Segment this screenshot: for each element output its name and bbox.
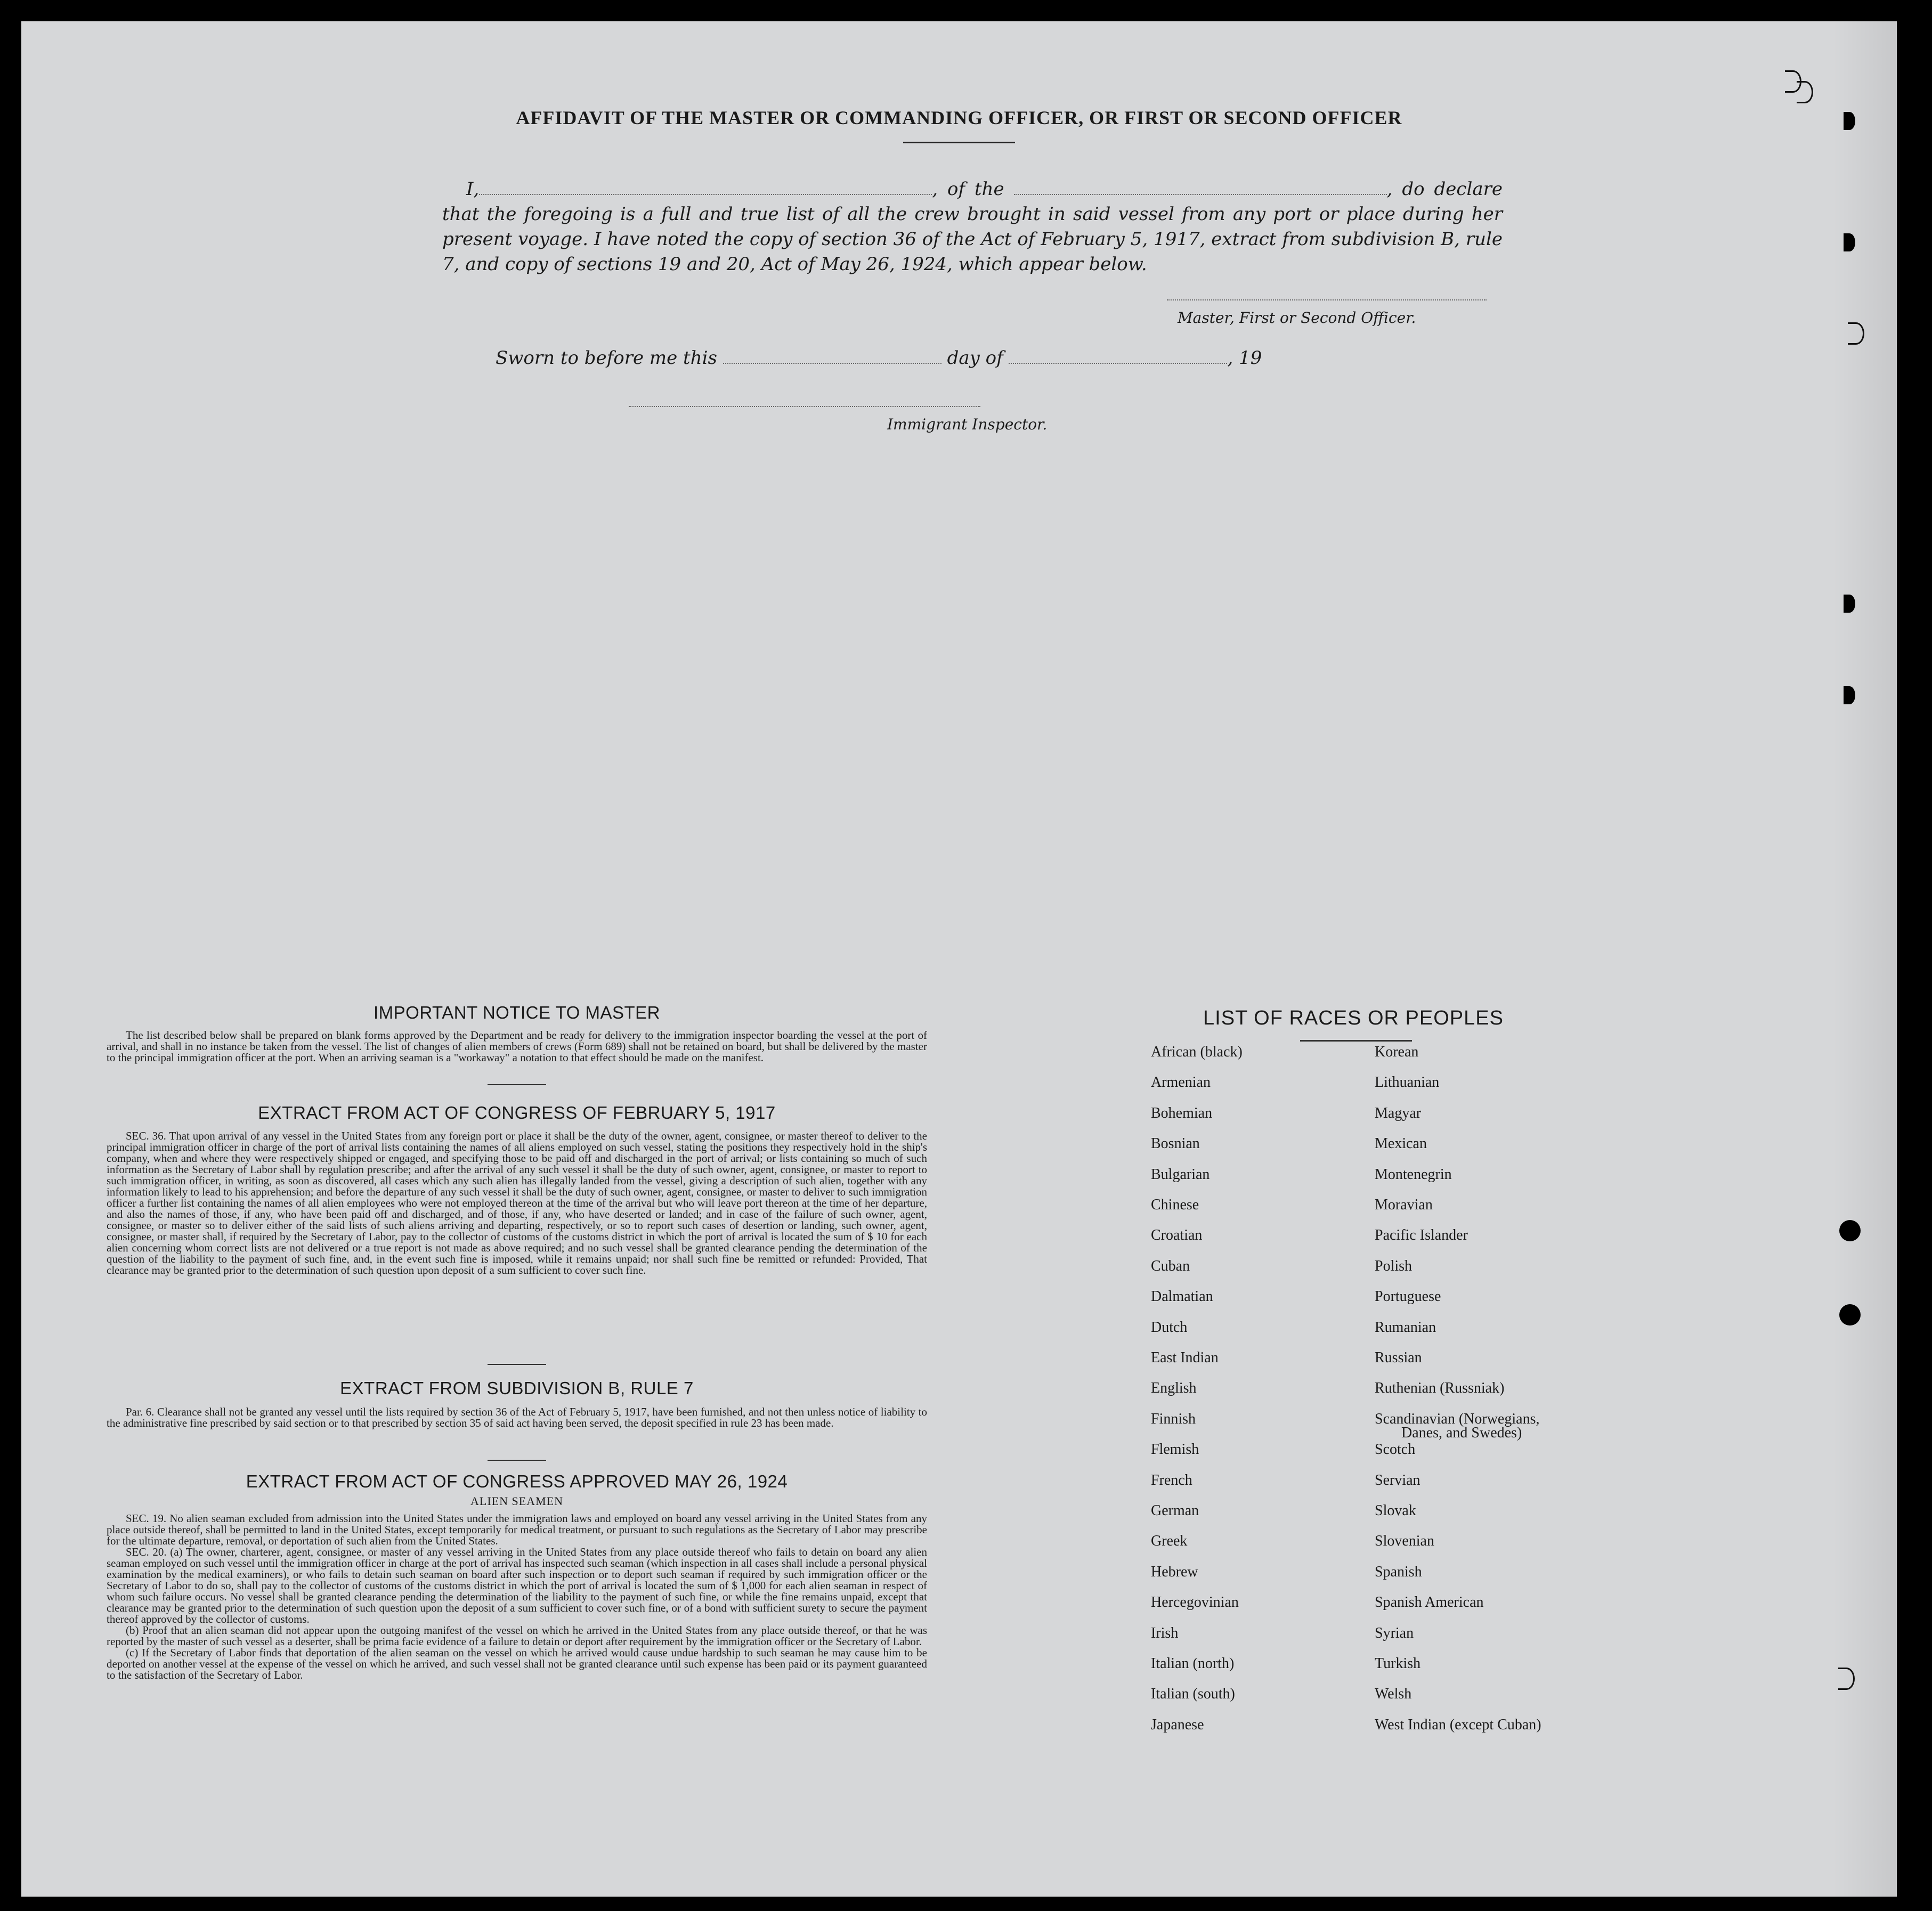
binder-hole xyxy=(1839,1220,1861,1241)
race-item: Hercegovinian xyxy=(1151,1594,1239,1611)
race-item: West Indian (except Cuban) xyxy=(1375,1717,1541,1733)
race-item: Dalmatian xyxy=(1151,1288,1213,1305)
sworn-label: Sworn to before me this xyxy=(496,347,717,369)
sworn-day-field[interactable] xyxy=(723,349,941,364)
race-item: Scandinavian (Norwegians, xyxy=(1375,1411,1540,1427)
race-item: German xyxy=(1151,1502,1199,1519)
race-item: Finnish xyxy=(1151,1411,1196,1427)
act-1917-text xyxy=(107,1131,927,1276)
section-divider xyxy=(488,1364,546,1365)
signature-caption: Master, First or Second Officer. xyxy=(1178,309,1416,327)
race-item: Portuguese xyxy=(1375,1288,1441,1305)
race-item: Moravian xyxy=(1375,1197,1433,1213)
race-item: Servian xyxy=(1375,1472,1420,1489)
race-item: Bohemian xyxy=(1151,1105,1213,1121)
race-item: Syrian xyxy=(1375,1625,1414,1641)
race-item: Dutch xyxy=(1151,1319,1188,1336)
section-divider xyxy=(488,1460,546,1461)
race-item: Ruthenian (Russniak) xyxy=(1375,1380,1505,1396)
race-item: Italian (south) xyxy=(1151,1686,1235,1702)
vessel-name-field[interactable] xyxy=(1014,180,1387,195)
race-item: Japanese xyxy=(1151,1717,1204,1733)
race-item: Armenian xyxy=(1151,1074,1211,1091)
binder-hole xyxy=(1839,1304,1861,1325)
race-item: Welsh xyxy=(1375,1686,1412,1702)
race-item: Croatian xyxy=(1151,1227,1203,1243)
race-item: Slovak xyxy=(1375,1502,1416,1519)
sworn-statement xyxy=(496,347,1262,369)
rule-7-title: EXTRACT FROM SUBDIVISION B, RULE 7 xyxy=(340,1378,694,1398)
race-item: Bosnian xyxy=(1151,1135,1200,1152)
race-item: English xyxy=(1151,1380,1197,1396)
race-item: Chinese xyxy=(1151,1197,1199,1213)
rule-7-text xyxy=(107,1406,927,1429)
master-name-field[interactable] xyxy=(479,180,932,195)
notice-paragraph: The list described below shall be prepared on blank forms approved by the Department and be ready for delivery to the immigration inspector boarding the vessel at the port of arrival, and shall in no instance be taken from the vessel. The list of changes of alien members of crews (Form 689) shall not be retained on board, but shall be delivered by the master to the principal immigration officer at the port. When an arriving seaman is a "workaway" a notation to that effect should be made on the manifest. xyxy=(107,1029,927,1064)
race-item: Rumanian xyxy=(1375,1319,1436,1336)
act-1917-sec36: SEC. 36. That upon arrival of any vessel in the United States from any foreign port or place it shall be the duty of the owner, agent, consignee, or master thereof to deliver to the principal immigration officer in charge of the port of arrival lists containing the names of all aliens employed on such vessel, stating the positions they respectively hold in the ship's company, when and where they were respectively shipped or engaged, and specifying those to be paid off and discharged in the port of arrival; or lists containing so much of such information as the Secretary of Labor shall by regulation prescribe; and after the arrival of any such vessel it shall be the duty of such owner, agent, consignee, or master to report to such immigration officer, in writing, as soon as discovered, all cases which any such alien has illegally landed from the vessel, giving a description of such alien, together with any information likely to lead to his apprehension; and before the departure of any such vessel it shall be the duty of such owner, agent, consignee, or master to deliver to such immigration officer a further list containing the names of all alien employees who were not employed thereon at the time of the arrival but who will leave port thereon at the time of her departure, and also the names of those, if any, who have been paid off and discharged, and of those, if any, who have deserted or landed; and in case of the failure of such owner, agent, consignee, or master so to deliver either of the said lists of such aliens arriving and departing, respectively, or so to report such cases of desertion or landing, such owner, agent, consignee, or master shall, if required by the Secretary of Labor, pay to the collector of customs of the customs district in which the port of arrival is located the sum of $ 10 for each alien concerning whom correct lists are not delivered or a true report is not made as above required; and no such vessel shall be granted clearance pending the determination of the question of the liability to the payment of such fine, and, in the event such fine is imposed, while it remains unpaid; nor shall such fine be remitted or refunded: Provided, That clearance may be granted prior to the determination of such question upon deposit of a sum sufficient to cover such fine. xyxy=(107,1129,927,1276)
race-item: Korean xyxy=(1375,1044,1419,1060)
form-sheet xyxy=(21,21,1897,1897)
race-item: Russian xyxy=(1375,1349,1422,1366)
binder-hole-mark xyxy=(1848,322,1864,345)
race-item: Cuban xyxy=(1151,1258,1190,1274)
year-label: , 19 xyxy=(1227,347,1262,369)
race-item-continuation: Danes, and Swedes) xyxy=(1401,1425,1522,1441)
section-divider xyxy=(488,1084,546,1085)
race-item: Magyar xyxy=(1375,1105,1422,1121)
race-item: Pacific Islander xyxy=(1375,1227,1468,1243)
race-item: Scotch xyxy=(1375,1441,1416,1458)
race-item: Turkish xyxy=(1375,1655,1421,1672)
act-1924-sec20c: (c) If the Secretary of Labor finds that deportation of the alien seaman on the vessel on which he arrived would cause undue hardship to such seaman he may cause him to be deported on another vessel at the expense of the vessel on which he arrived, and such vessel shall not be granted clearance until such expense has been paid or its payment guaranteed to the satisfaction of the Secretary of Labor. xyxy=(107,1646,927,1681)
act-1924-sec20b: (b) Proof that an alien seaman did not appear upon the outgoing manifest of the vessel on which he arrived in the United States from any place outside thereof, or that he was reported by the master of such vessel as a deserter, shall be prima facie evidence of a failure to detain or deport after requirement by the immigration officer or the Secretary of Labor. xyxy=(107,1624,927,1648)
act-1924-text xyxy=(107,1513,927,1681)
act-1924-subtitle: ALIEN SEAMEN xyxy=(470,1494,563,1508)
race-item: Italian (north) xyxy=(1151,1655,1235,1672)
race-item: Mexican xyxy=(1375,1135,1427,1152)
inspector-signature-line[interactable] xyxy=(629,406,980,407)
race-item: Greek xyxy=(1151,1533,1188,1549)
race-item: French xyxy=(1151,1472,1192,1489)
race-item: Bulgarian xyxy=(1151,1166,1210,1183)
act-1917-title: EXTRACT FROM ACT OF CONGRESS OF FEBRUARY 5, 1917 xyxy=(258,1103,776,1123)
sworn-month-field[interactable] xyxy=(1009,349,1227,364)
race-item: Spanish American xyxy=(1375,1594,1484,1611)
race-item: Spanish xyxy=(1375,1564,1422,1580)
inspector-caption: Immigrant Inspector. xyxy=(887,416,1048,433)
races-title-rule xyxy=(1300,1040,1412,1042)
binder-hole-mark xyxy=(1838,1668,1855,1690)
affidavit-title-rule xyxy=(903,142,1015,143)
rule-7-par6: Par. 6. Clearance shall not be granted any vessel until the lists required by section 36 of the Act of February 5, 1917, have been furnished, and not then unless notice of liability to the administrative fine prescribed by said section or to that prescribed by section 35 of said act having been served, the deposit specified in rule 23 has been made. xyxy=(107,1405,927,1429)
race-item: Flemish xyxy=(1151,1441,1199,1458)
race-item: Hebrew xyxy=(1151,1564,1198,1580)
act-1924-sec19: SEC. 19. No alien seaman excluded from admission into the United States under the immigration laws and employed on board any vessel arriving in the United States from any place outside thereof, shall be permitted to land in the United States, except temporarily for medical treatment, or pursuant to such regulations as the Secretary of Labor may prescribe for the ultimate departure, removal, or deportation of such alien from the United States. xyxy=(107,1512,927,1547)
affidavit-declaration: that the foregoing is a full and true list of all the crew brought in said vessel from any port or place during her present voyage. I have noted the copy of section 36 of the Act of February 5, 1917, extract from subdivision B, rule 7, and copy of sections 19 and 20, Act of May 26, 1924, which appear below. xyxy=(442,204,1503,275)
race-item: East Indian xyxy=(1151,1349,1219,1366)
notice-title: IMPORTANT NOTICE TO MASTER xyxy=(373,1003,660,1022)
race-item: African (black) xyxy=(1151,1044,1243,1060)
race-item: Lithuanian xyxy=(1375,1074,1440,1091)
binder-hole-mark xyxy=(1844,686,1855,704)
signature-line[interactable] xyxy=(1167,299,1487,300)
binder-hole-mark xyxy=(1797,81,1813,103)
race-item: Slovenian xyxy=(1375,1533,1434,1549)
affidavit-i-label: I, xyxy=(466,178,480,200)
affidavit-title: AFFIDAVIT OF THE MASTER OR COMMANDING OFFICER, OR FIRST OR SECOND OFFICER xyxy=(516,107,1402,128)
binder-hole-mark xyxy=(1844,112,1855,130)
act-1924-title: EXTRACT FROM ACT OF CONGRESS APPROVED MAY 26, 1924 xyxy=(246,1471,788,1491)
race-item: Montenegrin xyxy=(1375,1166,1452,1183)
affidavit-do-declare-label: , do declare xyxy=(1386,178,1503,200)
affidavit-of-the-label: , of the xyxy=(932,178,1004,200)
races-title: LIST OF RACES OR PEOPLES xyxy=(1203,1007,1504,1029)
binder-hole-mark xyxy=(1844,595,1855,613)
day-of-label: day of xyxy=(947,347,1003,369)
affidavit-body xyxy=(442,177,1503,277)
binder-hole-mark xyxy=(1844,233,1855,251)
race-item: Irish xyxy=(1151,1625,1179,1641)
notice-text xyxy=(107,1030,927,1063)
race-item: Polish xyxy=(1375,1258,1413,1274)
act-1924-sec20a: SEC. 20. (a) The owner, charterer, agent, consignee, or master of any vessel arriving in the United States from any place outside thereof who fails to detain on board any alien seaman employed on such vessel until the immigration officer in charge at the port of arrival has inspected such seaman (which inspection in all cases shall include a personal physical examination by the medical examiners), or who fails to detain such seaman on board after such inspection or to deport such seaman if required by such immigration officer or the Secretary of Labor to do so, shall pay to the collector of customs of the customs district in which the port of arrival is located the sum of $ 1,000 for each alien seaman in respect of whom such failure occurs. No vessel shall be granted clearance pending the determination of the liability to the payment of such fine, or while the fine remains unpaid, except that clearance may be granted prior to the determination of such question upon the deposit of a sum sufficient to cover such fine, or of a bond with sufficient surety to secure the payment thereof approved by the collector of customs. xyxy=(107,1546,927,1625)
